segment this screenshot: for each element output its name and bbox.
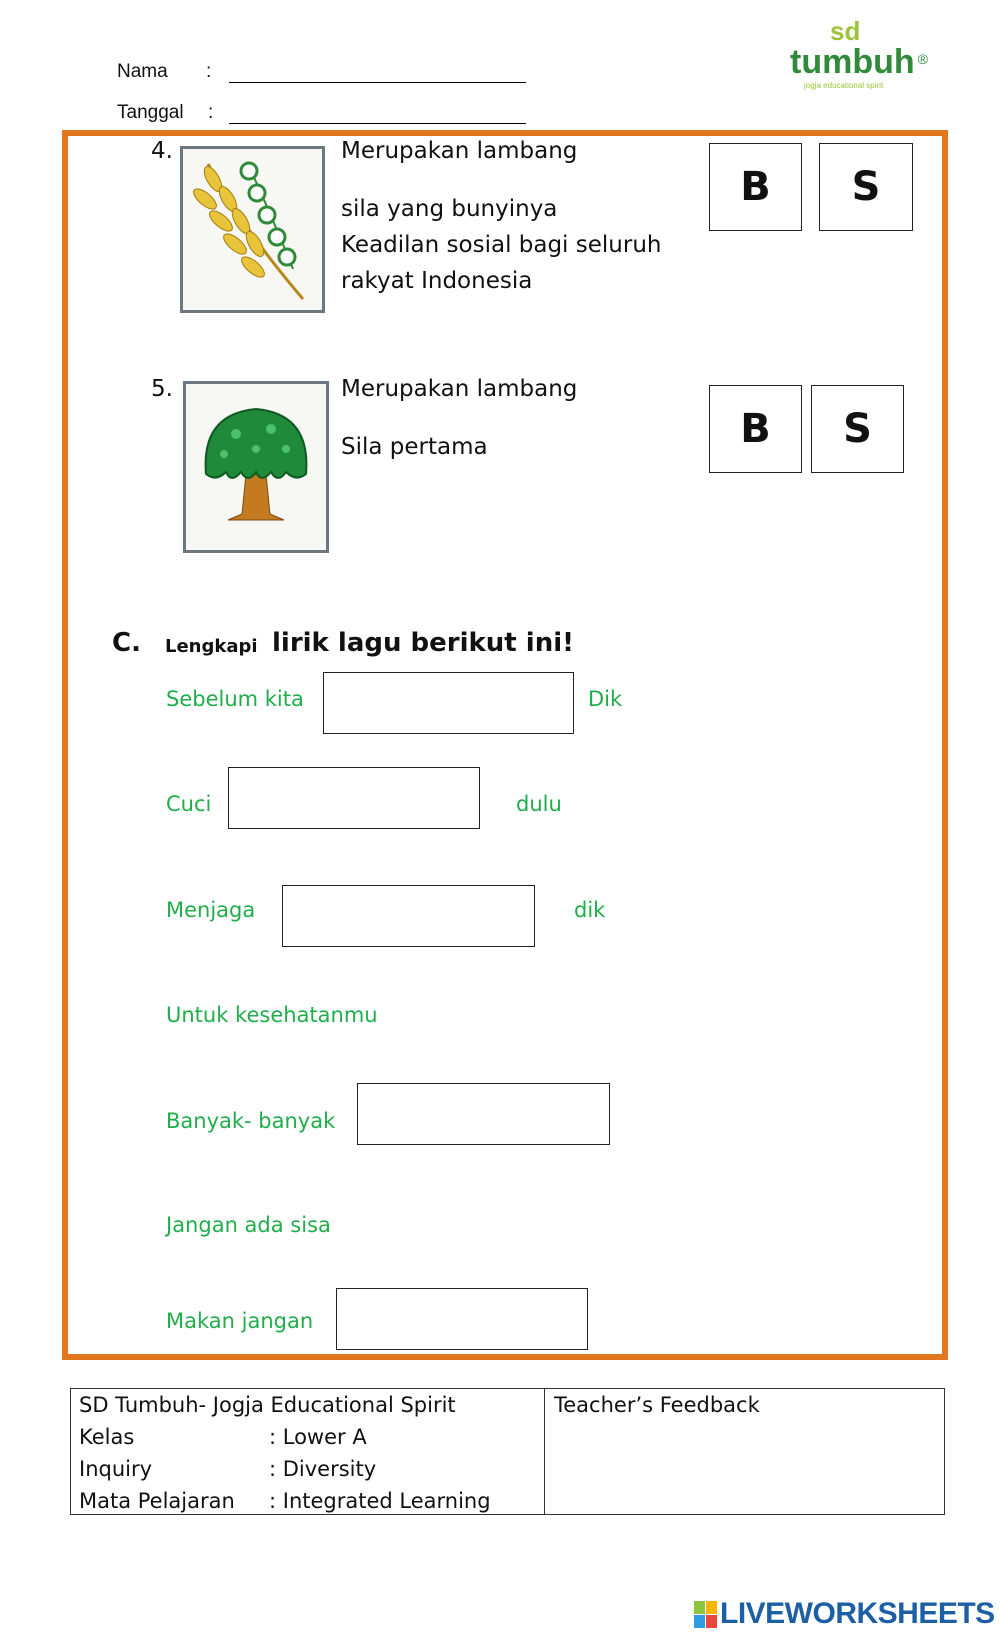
lyric-text: Makan jangan — [166, 1309, 314, 1333]
row-value: : Lower A — [269, 1425, 367, 1449]
lyric-text: Menjaga — [166, 898, 256, 922]
b-label: B — [740, 164, 771, 210]
lyric-text: Banyak- banyak — [166, 1109, 336, 1133]
tanggal-field[interactable] — [229, 123, 526, 124]
row-label: Mata Pelajaran — [79, 1489, 235, 1513]
brand-name: LIVEWORKSHEETS — [720, 1597, 995, 1630]
lyric-text: dik — [574, 898, 606, 922]
nama-field[interactable] — [229, 82, 526, 83]
answer-b-button[interactable] — [709, 385, 802, 473]
padi-kapas-icon — [180, 146, 325, 313]
question-text: sila yang bunyinya — [341, 196, 558, 222]
question-text: rakyat Indonesia — [341, 268, 533, 294]
row-value: : Diversity — [269, 1457, 377, 1481]
teacher-feedback-label: Teacher’s Feedback — [554, 1393, 760, 1417]
pohon-beringin-icon — [183, 381, 329, 553]
section-title-small: Lengkapi — [165, 636, 258, 657]
row-label: Inquiry — [79, 1457, 153, 1481]
nama-label: Nama — [117, 61, 168, 82]
lyric-answer-input[interactable] — [357, 1083, 610, 1145]
colon: : — [208, 102, 214, 123]
sd-tumbuh-logo — [790, 18, 990, 92]
question-text: Sila pertama — [341, 434, 488, 460]
question-text: Keadilan sosial bagi seluruh — [341, 232, 662, 258]
row-label: Kelas — [79, 1425, 135, 1449]
tanggal-label: Tanggal — [117, 102, 184, 123]
answer-b-button[interactable] — [709, 143, 802, 231]
question-text: Merupakan lambang — [341, 376, 578, 402]
lyric-text: dulu — [516, 792, 562, 816]
logo-sd: sd — [830, 16, 861, 46]
logo-tagline: jogja educational spirit — [804, 81, 884, 90]
liveworksheets-logo — [694, 1597, 995, 1631]
question-number: 4. — [151, 138, 173, 164]
lyric-answer-input[interactable] — [282, 885, 535, 947]
lyric-text: Jangan ada sisa — [166, 1213, 331, 1237]
s-label: S — [851, 164, 881, 210]
question-number: 5. — [151, 376, 173, 402]
lyric-text: Untuk kesehatanmu — [166, 1003, 378, 1027]
table-divider — [544, 1389, 545, 1514]
live-icon — [694, 1601, 717, 1628]
section-title: lirik lagu berikut ini! — [272, 628, 574, 658]
logo-name: tumbuh — [790, 43, 915, 81]
s-label: S — [843, 406, 872, 452]
lyric-answer-input[interactable] — [228, 767, 480, 829]
lyric-text: Cuci — [166, 792, 212, 816]
lyric-text: Dik — [588, 687, 623, 711]
logo-reg: ® — [917, 51, 928, 67]
school-name: SD Tumbuh- Jogja Educational Spirit — [79, 1393, 456, 1417]
worksheet-frame — [62, 130, 948, 1360]
colon: : — [206, 61, 212, 82]
answer-s-button[interactable] — [811, 385, 904, 473]
section-letter: C. — [112, 628, 141, 658]
info-table — [70, 1388, 945, 1515]
lyric-text: Sebelum kita — [166, 687, 304, 711]
lyric-answer-input[interactable] — [336, 1288, 588, 1350]
question-text: Merupakan lambang — [341, 138, 578, 164]
lyric-answer-input[interactable] — [323, 672, 574, 734]
b-label: B — [740, 406, 771, 452]
answer-s-button[interactable] — [819, 143, 913, 231]
logo-name-row — [790, 44, 928, 80]
row-value: : Integrated Learning — [269, 1489, 491, 1513]
